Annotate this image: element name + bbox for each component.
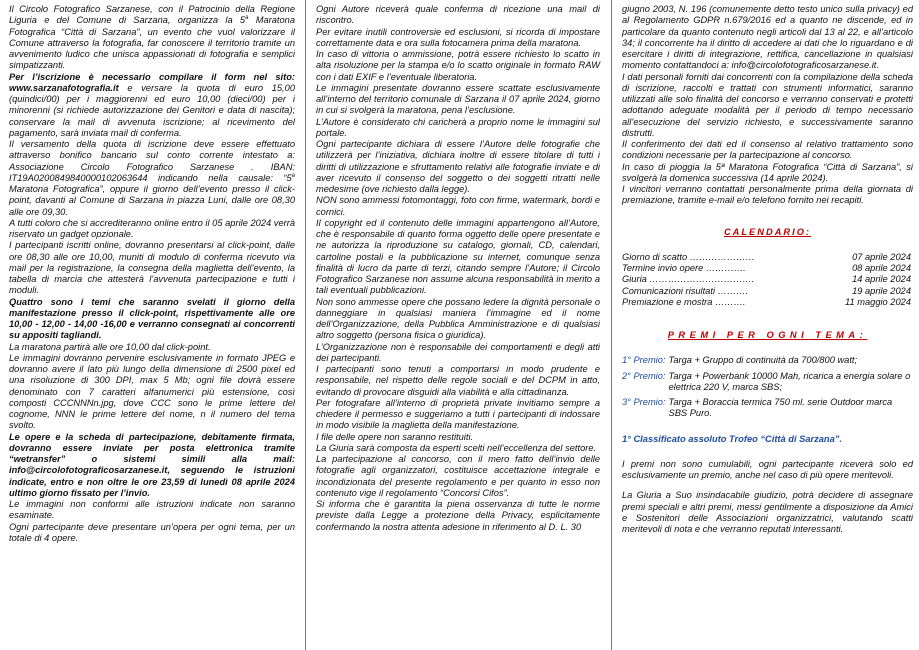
- author-paragraph: L’Autore è considerato chi caricherà a proprio nome le immagini sul portale.: [316, 116, 600, 138]
- gadget-paragraph: A tutti coloro che si accrediteranno online entro il 05 aprile 2024 verrà riservato un gadget opzionale.: [9, 217, 295, 239]
- dignity-paragraph: Non sono ammesse opere che possano ledere la dignità personale o danneggiare in qualsiasi maniera l’immagine ed il nome dell’Organizzazione, della Pubblica Amministrazione e di qualsiasi altro soggetto (persona fisica o giuridica).: [316, 296, 600, 341]
- not-cumulative-paragraph: I premi non sono cumulabili, ogni partecipante riceverà solo ed esclusivamente un premio, anche nel caso di più opere meritevoli.: [622, 458, 913, 480]
- calendar-row: Premiazione e mostra ………. 11 maggio 2024: [622, 296, 911, 307]
- spacer: [622, 481, 913, 490]
- files-paragraph: I file delle opere non saranno restituiti.: [316, 431, 474, 442]
- calendar-list: [622, 252, 913, 308]
- nonconforming-paragraph: Le immagini non conformi alle istruzioni indicate non saranno esaminate.: [9, 499, 295, 521]
- works-count-paragraph: Ogni partecipante deve presentare un’opera per ogni tema, per un totale di 4 opere.: [9, 521, 295, 543]
- special-prizes-paragraph: La Giuria a Suo insindacabile giudizio, potrà decidere di assegnare premi speciali e altri premi, messi gentilmente a disposizione da Amici e Sostenitori delle Associazioni organizzatrici, valutando scatti meritevoli di nota e che verranno reputati interessanti.: [622, 490, 913, 534]
- no-montage-paragraph: NON sono ammessi fotomontaggi, foto con firme, watermark, bordi e cornici.: [316, 195, 600, 217]
- receipt-paragraph: Ogni Autore riceverà quale conferma di ricezione una mail di riscontro.: [316, 4, 600, 26]
- trophy-line: 1° Classificato assoluto Trofeo “Città di Sarzana”.: [622, 433, 843, 444]
- prize-item: 3° Premio: Targa + Boraccia termica 750 ml. serie Outdoor marca SBS Puro.: [622, 397, 893, 419]
- rights-paragraph: Ogni partecipante dichiara di essere l’Autore delle fotografie che utilizzerà per l’iniziativa, dichiara inoltre di essere titolare di tutti i diritti di utilizzazione e sfruttamento relativi alle fotografie inviate e di aver ricevuto il consenso del soggetto o dei soggetti ritratti nelle medesime (ove richiesto dalla legge).: [316, 139, 600, 194]
- payment-paragraph: Il versamento della quota di iscrizione deve essere effettuato attraverso bonifico bancario sul conto corrente intestato a: Associazione Circolo Fotografico Sarzanese . IBAN: IT19A0200849840000102063644 indicando nella causale: “5$^a$ Maratona Fotografica”, oppure il giorno dell’evento presso il click-point, davanti al Comune di Sarzana in piazza Luni, dalle ore 08,30 alle ore 09,30.: [9, 139, 295, 217]
- datetime-paragraph: Per evitare inutili controversie ed esclusioni, si ricorda di impostare correttamente data e ora sulla fotocamera prima della maratona.: [316, 26, 600, 48]
- column-middle: [306, 0, 612, 650]
- themes-paragraph: Quattro sono i temi che saranno svelati il giorno della manifestazione presso il click-point, rispettivamente alle ore 10,00 - 12,00 - 14,00 -16,00 e verranno consegnati ai concorrenti su appositi tagliandi.: [9, 296, 295, 341]
- calendar-row: Termine invio opere …………. 08 aprile 2024: [622, 263, 911, 273]
- column-right: [612, 0, 919, 650]
- territory-paragraph: Le immagini presentate dovranno essere scattate esclusivamente all’interno del territorio comunale di Sarzana il 07 aprile 2024, giorno in cui si svolgerà la maratona, pena l’esclusione.: [316, 82, 600, 116]
- calendar-title: CALENDARIO:: [723, 226, 812, 237]
- personal-data-paragraph: I dati personali forniti dai concorrenti con la compilazione della scheda di iscrizione, raccolti e trattati con strumenti informatici, saranno utilizzati alle solo finalità del concorso e verranno conservati e protetti adottando adeguate modalità per il periodo di tempo necessario all’esecuzione del servizio richiesto, e successivamente saranno distrutti.: [622, 71, 913, 138]
- conduct-paragraph: I partecipanti sono tenuti a comportarsi in modo prudente e responsabile, nel rispetto delle regole sociali e del DCPM in atto, evitando di provocare disguidi alla viabilità e alla cittadinanza.: [316, 364, 600, 397]
- calendar-row: Comunicazioni risultati ………. 19 aprile 2024: [622, 285, 911, 296]
- jury-paragraph: La Giuria sarà composta da esperti scelti nell’eccellenza del settore.: [316, 442, 597, 453]
- prize-item: 1° Premio: Targa + Gruppo di continuità da 700/800 watt;: [622, 355, 858, 366]
- start-paragraph: La maratona partirà alle ore 10,00 dal click-point.: [9, 341, 211, 352]
- acceptance-paragraph: La partecipazione al concorso, con il mero fatto dell’invio delle fotografie agli organizzatori, costituisce accettazione integrale e incondizionata del presente regolamento e per quanto in esso non contenuto vige il regolamento “Concorsi Cifos”.: [316, 454, 600, 498]
- rain-paragraph: In caso di pioggia la 5ª Maratona Fotografica “Città di Sarzana”, si svolgerà la domenica successiva (14 aprile 2024).: [622, 161, 913, 183]
- format-paragraph: Le immagini dovranno pervenire esclusivamente in formato JPEG e dovranno avere il lato più lungo della dimensione di 2500 pixel ed una risoluzione di 300 DPI, max 5 Mb; ogni file dovrà essere denominato con 7 caratteri alfanumerici più estensione, così composti CCCNNNn.jpg, dove CCC sono le prime lettere del cognome, NNN le prime lettere del nome, n il numero del tema svolto.: [9, 352, 295, 431]
- privacy-continued-paragraph: giugno 2003, N. 196 (comunemente detto testo unico sulla privacy) ed al Regolamento GDPR n.679/2016 ed a quanto ne discende, ed in particolare da quanto contenuto negli articoli dal 13 al 22, e all’articolo 34; il concorrente ha il diritto di accedere ai dati che lo riguardano e di esercitare i diritti di integrazione, rettifica, cancellazione in qualsiasi momento contattandoci a: info@circolofotograficosarzanese.it.: [622, 4, 913, 71]
- highres-paragraph: In caso di vittoria o ammissione, potrà essere richiesto lo scatto in alta risoluzione per la stampa e/o lo scatto originale in formato RAW con i dati EXIF e l’eventuale liberatoria.: [316, 49, 600, 82]
- intro-paragraph: Il Circolo Fotografico Sarzanese, con il Patrocinio della Regione Liguria e del Comune di Sarzana, organizza la 5$^a$ Maratona Fotografica “Città di Sarzana”, un evento che vuol valorizzare il Comune attraverso la fotografia, far conoscere il territorio tramite un avvenimento ludico che unisca appassionati di fotografia e semplici simpatizzanti.: [9, 4, 295, 71]
- prizes-list: [622, 355, 913, 419]
- submission-paragraph: Le opere e la scheda di partecipazione, debitamente firmata, dovranno essere inviate per posta elettronica tramite “wetransfer” o sistemi simili alla mail: info@circolofotograficosarzanese.it, seguendo le istruzioni indicate, entro e non oltre le ore 23,59 di lunedì 08 aprile 2024 ultimo giorno fissato per l’invio.: [9, 431, 295, 498]
- consent-paragraph: Il conferimento dei dati ed il consenso al relativo trattamento sono condizioni necessarie per la partecipazione al concorso.: [622, 139, 913, 161]
- calendar-row: Giorno di scatto ………………… 07 aprile 2024: [622, 251, 911, 262]
- winners-contact-paragraph: I vincitori verranno contattati personalmente prima della giornata di premiazione, tramite e-mail e/o telefono fornito nei recapiti.: [622, 184, 913, 206]
- calendar-row: Giuria ……………………………. 14 aprile 2024: [622, 274, 911, 285]
- liability-paragraph: L’Organizzazione non è responsabile dei comportamenti e degli atti dei partecipanti.: [316, 341, 600, 363]
- prize-item: 2° Premio: Targa + Powerbank 10000 Mah, ricarica a energia solare o elettrica 220 V, marca SBS;: [622, 370, 911, 392]
- checkin-paragraph: I partecipanti iscritti online, dovranno presentarsi al click-point, dalle ore 08,30 alle ore 10,00, muniti di modulo di conferma ricevuto via mail per la registrazione, la consegna della maglietta dell’evento, la tabella di marcia che attesterà l’avvenuta partecipazione e tutti i moduli.: [9, 240, 295, 296]
- copyright-paragraph: Il copyright ed il contenuto delle immagini appartengono all’Autore, che è responsabile di quanto forma oggetto delle opere presentate e ne autorizza la riproduzione su catalogo, giornali, CD, calendari, cartoline postali e la pubblicazione su internet, comunque senza finalità di lucro da parte di terzi, citando sempre l’Autore; il Circolo Fotografico Sarzanese non assume alcuna responsabilità in merito a tali eventuali pubblicazioni.: [316, 217, 600, 296]
- registration-paragraph: Per l’iscrizione è necessario compilare il form nel sito: www.sarzanafotografia.it e versare la quota di euro 15,00 (quindici/00) per i maggiorenni ed euro 10,00 (dieci/00) per i minorenni (si richiede autorizzazione dei Genitori e data di nascita); conservare la mail di avvenuta iscrizione; al ricevimento del pagamento, sarà inviata mail di conferma.: [9, 71, 295, 138]
- private-property-paragraph: Per fotografare all’interno di proprietà private invitiamo sempre a chiedere il permesso e suggeriamo a tutti i partecipanti di indossare in modo visibile la maglietta della manifestazione.: [316, 397, 600, 431]
- privacy-paragraph: Si informa che è garantita la piena osservanza di tutte le norme previste dalla Legge a protezione della Privacy, esplicitamente confermando la nostra attenta adesione in riferimento al D. L. 30: [316, 499, 600, 532]
- column-left: [0, 0, 306, 650]
- prizes-title: PREMI PER OGNI TEMA:: [667, 330, 868, 340]
